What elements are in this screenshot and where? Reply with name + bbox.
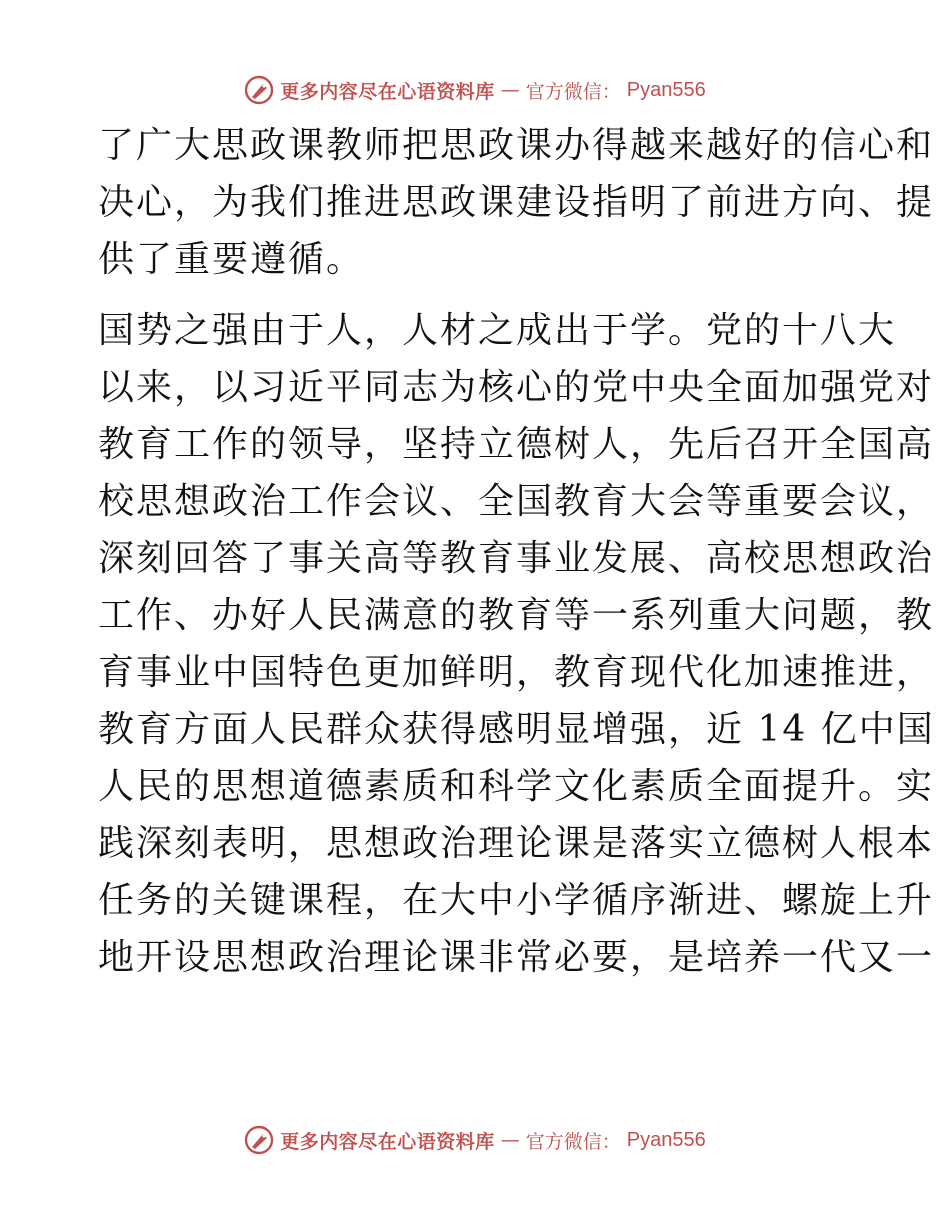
text-line: 人民的思想道德素质和科学文化素质全面提升。实 <box>98 766 935 807</box>
text-line: 践深刻表明，思想政治理论课是落实立德树人根本 <box>98 823 935 864</box>
header-brand-text: 更多内容尽在心语资料库 <box>280 80 495 103</box>
footer-wechat-label: 官方微信： <box>525 1130 621 1153</box>
document-body <box>98 117 935 986</box>
page-footer <box>0 1120 950 1160</box>
text-line: 决心，为我们推进思政课建设指明了前进方向、提 <box>98 182 935 223</box>
paragraph-gap <box>98 288 858 302</box>
text-line: 地开设思想政治理论课非常必要，是培养一代又一 <box>98 937 935 978</box>
text-line: 深刻回答了事关高等教育事业发展、高校思想政治 <box>98 538 935 579</box>
pen-nib-logo-icon <box>244 1125 274 1155</box>
text-line: 供了重要遵循。 <box>98 239 365 280</box>
header-dash: — <box>500 79 520 101</box>
footer-dash: — <box>500 1129 520 1151</box>
text-line: 育事业中国特色更加鲜明，教育现代化加速推进， <box>98 652 935 693</box>
text-line: 工作、办好人民满意的教育等一系列重大问题，教 <box>98 595 935 636</box>
page-header <box>0 70 950 110</box>
pen-nib-logo-icon <box>244 75 274 105</box>
text-line: 国势之强由于人，人材之成出于学。党的十八大 <box>98 310 897 351</box>
text-line: 教育工作的领导，坚持立德树人，先后召开全国高 <box>98 424 935 465</box>
header-wechat-id: Pyan556 <box>626 78 706 101</box>
text-line: 任务的关键课程，在大中小学循序渐进、螺旋上升 <box>98 880 935 921</box>
text-line: 校思想政治工作会议、全国教育大会等重要会议， <box>98 481 935 522</box>
footer-wechat-id: Pyan556 <box>626 1128 706 1151</box>
paragraph-1 <box>98 117 935 288</box>
footer-brand-text: 更多内容尽在心语资料库 <box>280 1130 495 1153</box>
text-line: 教育方面人民群众获得感明显增强，近 14 亿中国 <box>98 709 935 750</box>
text-line: 以来，以习近平同志为核心的党中央全面加强党对 <box>98 367 935 408</box>
text-line: 了广大思政课教师把思政课办得越来越好的信心和 <box>98 125 935 166</box>
paragraph-2 <box>98 302 935 986</box>
header-wechat-label: 官方微信： <box>525 80 621 103</box>
